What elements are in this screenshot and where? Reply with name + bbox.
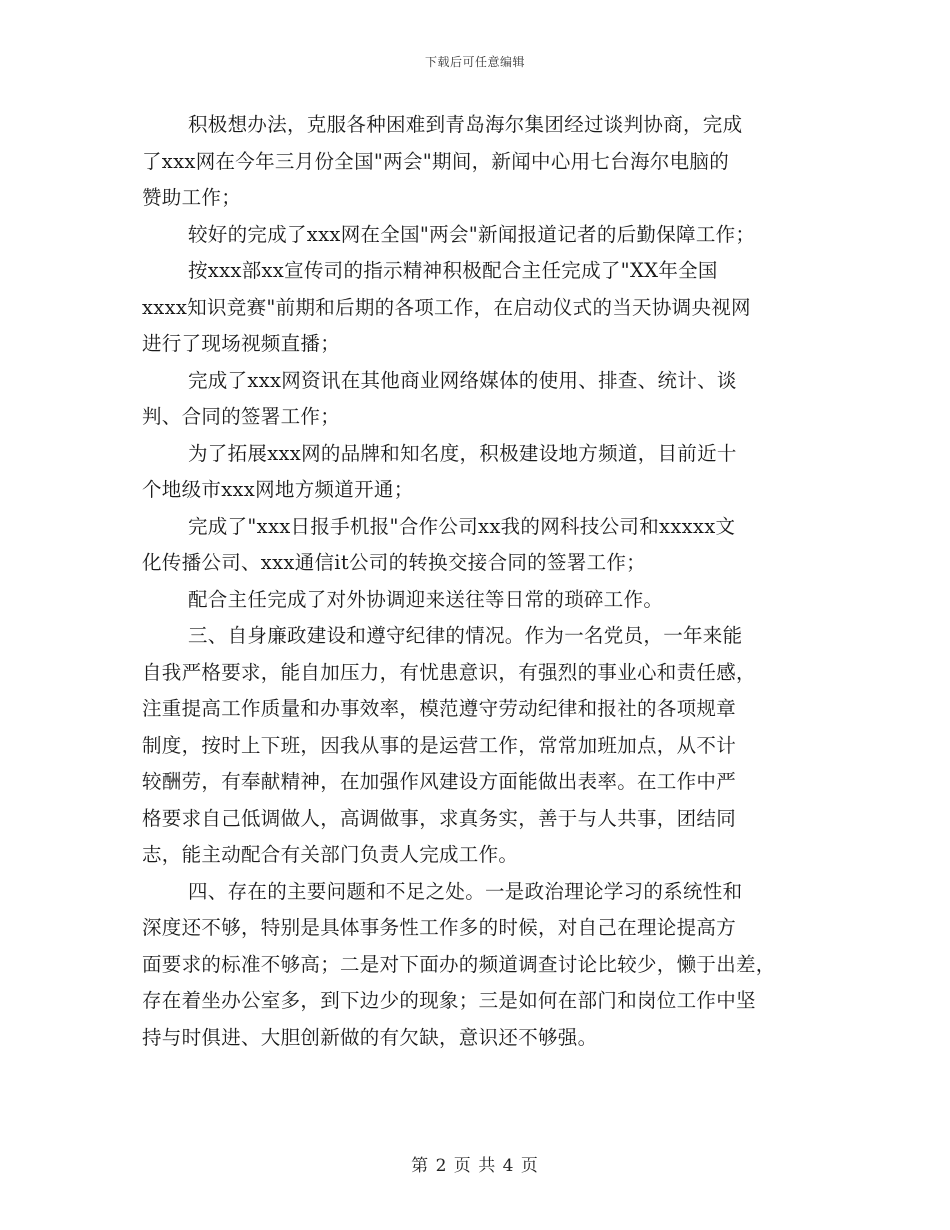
text-line: xxxx知识竞赛"前期和后期的各项工作，在启动仪式的当天协调央视网 [142, 295, 751, 319]
text-line: 化传播公司、xxx通信it公司的转换交接合同的签署工作； [142, 551, 646, 574]
text-line: 完成了xxx网资讯在其他商业网络媒体的使用、排查、统计、谈 [188, 368, 737, 392]
text-line: 积极想办法，克服各种困难到青岛海尔集团经过谈判协商，完成 [188, 113, 743, 136]
document-body [142, 107, 812, 1056]
text-line: 自我严格要求，能自加压力，有忧患意识，有强烈的事业心和责任感， [142, 660, 756, 684]
text-line: 面要求的标准不够高；二是对下面办的频道调查讨论比较少，懒于出差， [142, 952, 776, 976]
text-line: 进行了现场视频直播； [142, 332, 341, 355]
text-line: 四、存在的主要问题和不足之处。一是政治理论学习的系统性和 [188, 879, 743, 903]
text-line: 按xxx部xx宣传司的指示精神积极配合主任完成了"XX年全国 [188, 259, 718, 282]
text-line: 赞助工作； [142, 186, 242, 209]
text-line: 判、合同的签署工作； [142, 405, 341, 428]
text-line: 持与时俱进、大胆创新做的有欠缺，意识还不够强。 [142, 1025, 598, 1049]
text-line: 为了拓展xxx网的品牌和知名度，积极建设地方频道，目前近十 [188, 441, 737, 465]
text-line: 较好的完成了xxx网在全国"两会"新闻报道记者的后勤保障工作； [188, 222, 756, 246]
text-line: 志，能主动配合有关部门负责人完成工作。 [142, 843, 519, 866]
text-line: 配合主任完成了对外协调迎来送往等日常的琐碎工作。 [188, 587, 664, 611]
text-line: 了xxx网在今年三月份全国"两会"期间，新闻中心用七台海尔电脑的 [142, 149, 730, 173]
text-line: 完成了"xxx日报手机报"合作公司xx我的网科技公司和xxxxx文 [188, 514, 736, 538]
page-header-note: 下载后可任意编辑 [424, 55, 525, 69]
text-line: 较酬劳，有奉献精神，在加强作风建设方面能做出表率。在工作中严 [142, 770, 737, 793]
page-number-footer: 第 2 页 共 4 页 [411, 1156, 539, 1176]
text-line: 注重提高工作质量和办事效率，模范遵守劳动纪律和报社的各项规章 [142, 697, 737, 720]
text-line: 格要求自己低调做人，高调做事，求真务实，善于与人共事，团结同 [142, 806, 737, 830]
text-line: 三、自身廉政建设和遵守纪律的情况。作为一名党员，一年来能 [188, 624, 743, 647]
text-line: 存在着坐办公室多，到下边少的现象；三是如何在部门和岗位工作中坚 [142, 989, 756, 1012]
text-line: 个地级市xxx网地方频道开通； [142, 478, 414, 501]
text-line: 制度，按时上下班，因我从事的是运营工作，常常加班加点，从不计 [142, 733, 737, 757]
text-line: 深度还不够，特别是具体事务性工作多的时候，对自己在理论提高方 [142, 916, 737, 939]
